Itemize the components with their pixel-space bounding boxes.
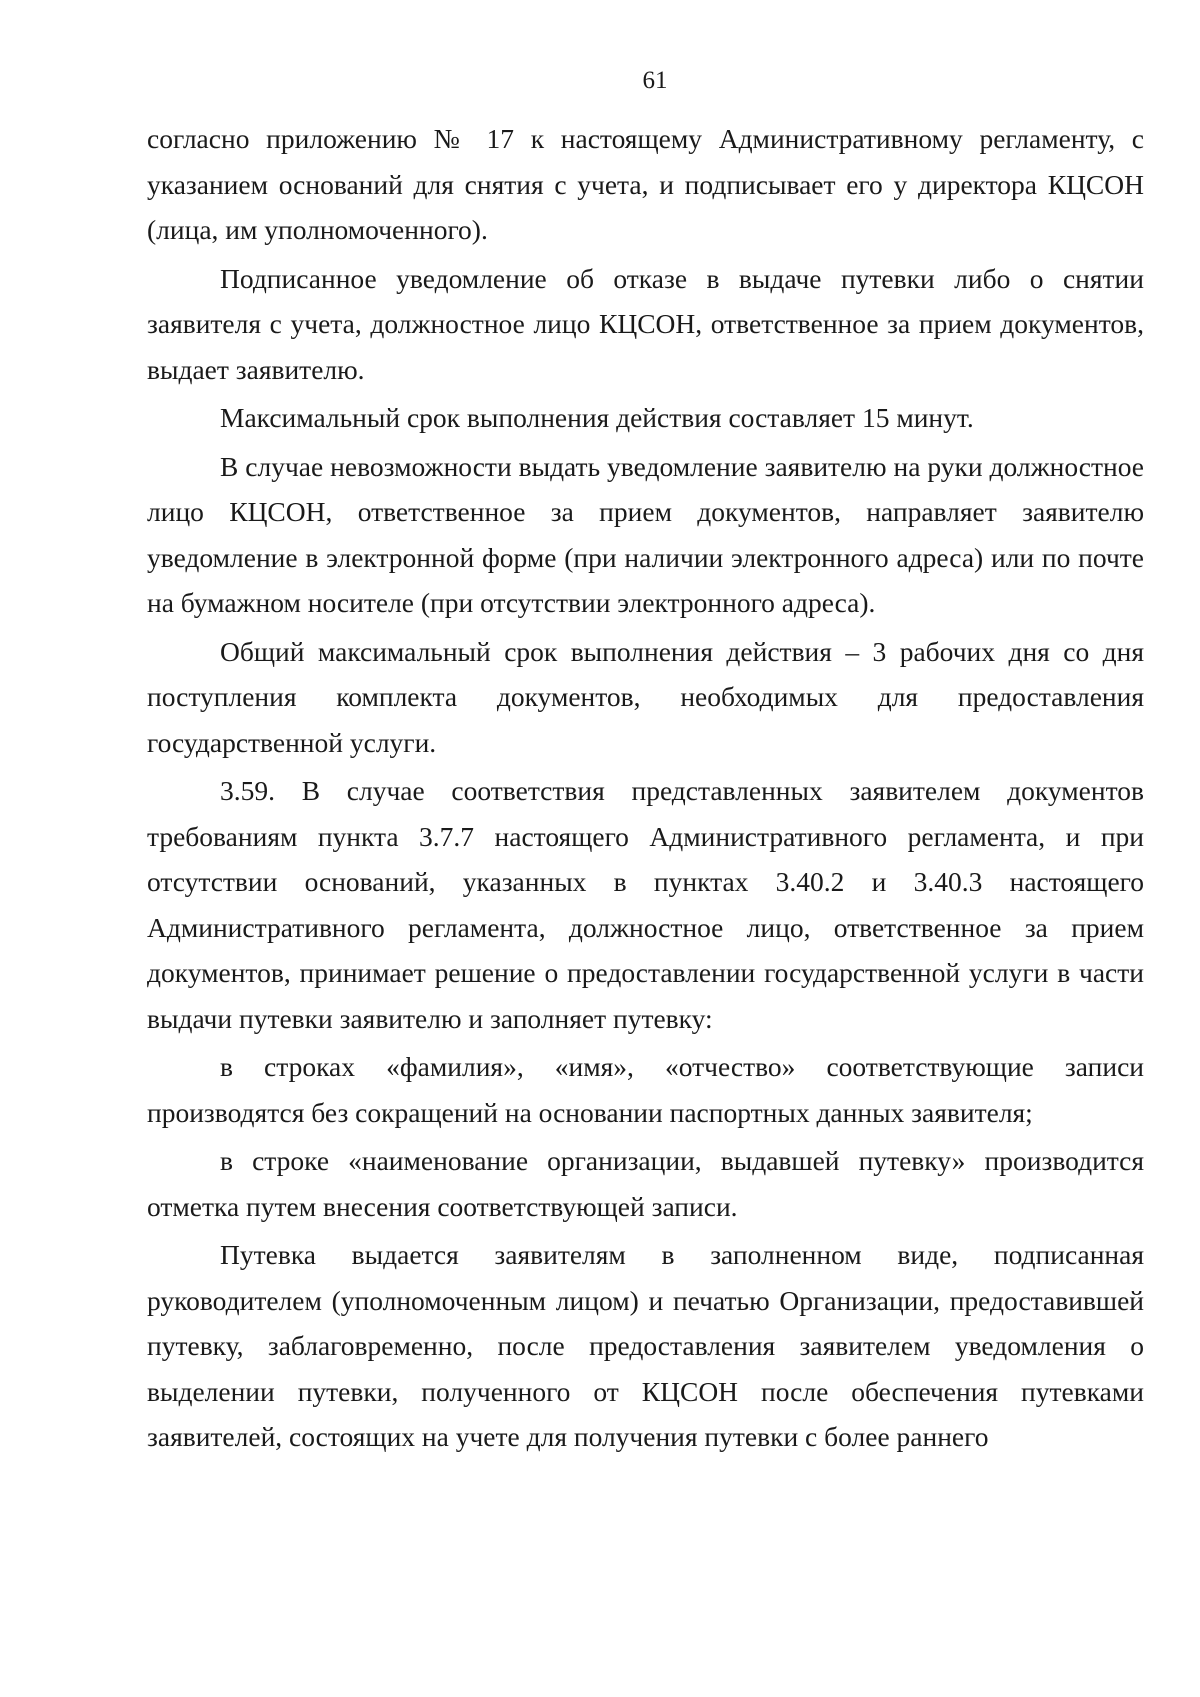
paragraph-7: в строках «фамилия», «имя», «отчество» соответствующие записи производятся без сокращений на основании паспортных данных заявителя; <box>147 1051 1144 1128</box>
paragraph-2: Подписанное уведомление об отказе в выдаче путевки либо о снятии заявителя с учета, должностное лицо КЦСОН, ответственное за прием документов, выдает заявителю. <box>147 262 1144 385</box>
paragraph-8: в строке «наименование организации, выдавшей путевку» производится отметка путем внесения соответствующей записи. <box>147 1145 1144 1222</box>
paragraph-9: Путевка выдается заявителям в заполненном виде, подписанная руководителем (уполномоченным лицом) и печатью Организации, предоставившей путевку, заблаговременно, после предоставления заявителем уведомления о выделении путевки, полученного от КЦСОН после обеспечения путевками заявителей, состоящих на учете для получения путевки с более раннего <box>147 1239 1144 1452</box>
paragraph-3: Максимальный срок выполнения действия составляет 15 минут. <box>220 402 974 433</box>
paragraph-1: согласно приложению № 17 к настоящему Административному регламенту, с указанием оснований для снятия с учета, и подписывает его у директора КЦСОН (лица, им уполномоченного). <box>147 123 1144 245</box>
paragraph-4: В случае невозможности выдать уведомление заявителю на руки должностное лицо КЦСОН, ответственное за прием документов, направляет заявителю уведомление в электронной форме (при наличии электронного адреса) или по почте на бумажном носителе (при отсутствии электронного адреса). <box>147 450 1144 618</box>
page-number: 61 <box>642 67 668 94</box>
paragraph-6: 3.59. В случае соответствия представленных заявителем документов требованиям пункта 3.7.7 настоящего Административного регламента, и при отсутствии оснований, указанных в пунктах 3.40.2 и 3.40.3 настоящего Административного регламента, должностное лицо, ответственное за прием документов, принимает решение о предоставлении государственной услуги в части выдачи путевки заявителю и заполняет путевку: <box>147 775 1144 1034</box>
document-body <box>147 116 1144 1463</box>
paragraph-5: Общий максимальный срок выполнения действия – 3 рабочих дня со дня поступления комплекта документов, необходимых для предоставления государственной услуги. <box>147 635 1144 758</box>
